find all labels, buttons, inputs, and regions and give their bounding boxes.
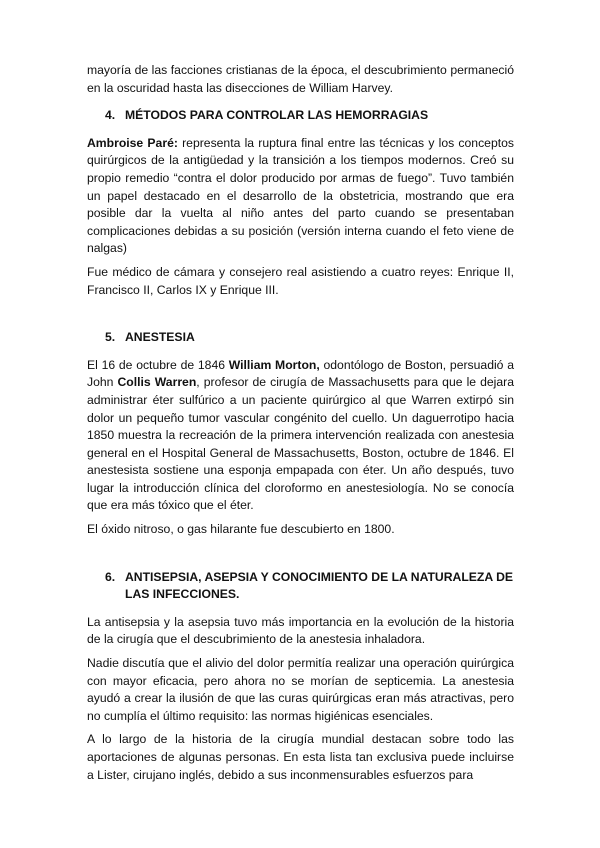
paragraph-continuation: mayoría de las facciones cristianas de la época, el descubrimiento permaneció en la oscuridad hasta las disecciones de William Harvey. (87, 63, 514, 95)
section-5-heading (87, 329, 514, 347)
section-title: ANESTESIA (125, 330, 195, 345)
section-4-heading (87, 107, 514, 125)
morton-name: William Morton, (228, 357, 320, 372)
pare-text: representa la ruptura final entre las técnicas y los conceptos quirúrgicos de la antigüedad y la transición a los tiempos modernos. Creó su propio remedio “contra el dolor producido por armas de fuego”. Tuvo también un papel destacado en el desarrollo de la obstetricia, mostrando que era posible dar la vuelta al niño antes del parto cuando se presentaban complicaciones debidas a su posición (versión interna cuando el feto viene de nalgas) (87, 135, 514, 256)
pare-name: Ambroise Paré: (87, 135, 178, 150)
antisepsis-paragraph: La antisepsia y la asepsia tuvo más importancia en la evolución de la historia de la cirugía que el descubrimiento de la anestesia inhaladora. (87, 614, 514, 647)
pare-paragraph (87, 135, 514, 258)
section-number: 4. (105, 108, 116, 123)
warren-name: Collis Warren (117, 375, 197, 390)
section-number: 6. (105, 569, 116, 584)
section-title: MÉTODOS PARA CONTROLAR LAS HEMORRAGIAS (125, 108, 429, 123)
anesthesia-paragraph: El 16 de octubre de 1846 William Morton, odontólogo de Boston, persuadió a John Collis Warren, profesor de cirugía de Massachusetts para que le dejara administrar éter sulfúrico a un paciente quirúrgico al que Warren extirpó sin dolor un pequeño tumor vascular congénito del cuello. Un daguerrotipo hacia 1850 muestra la recreación de la primera intervención realizada con anestesia general en el Hospital General de Massachusetts, Boston, octubre de 1846. El anestesista sostiene una esponja empapada con éter. Un año después, tuvo lugar la introducción clínica del cloroformo en anestesiología. No se conocía que era más tóxico que el éter. (87, 357, 514, 513)
lister-paragraph: A lo largo de la historia de la cirugía mundial destacan sobre todo las aportaciones de algunas personas. En esta lista tan exclusiva puede incluirse a Lister, cirujano inglés, debido a sus inconmensurables esfuerzos para (87, 732, 514, 782)
page-content (87, 62, 514, 784)
section-title: ANTISEPSIA, ASEPSIA Y CONOCIMIENTO DE LA NATURALEZA DE LAS INFECCIONES. (125, 569, 514, 602)
nitrous-oxide-paragraph: El óxido nitroso, o gas hilarante fue descubierto en 1800. (87, 522, 395, 537)
septicemia-paragraph: Nadie discutía que el alivio del dolor permitía realizar una operación quirúrgica con mayor eficacia, pero ahora no se morían de septicemia. La anestesia ayudó a crear la ilusión de que las curas quirúrgicas eran más atractivas, pero no cumplía el último requisito: las normas higiénicas esenciales. (87, 656, 514, 723)
pare-kings-paragraph: Fue médico de cámara y consejero real asistiendo a cuatro reyes: Enrique II, Francisco II, Carlos IX y Enrique III. (87, 264, 514, 297)
section-number: 5. (105, 330, 116, 345)
section-6-heading (87, 569, 514, 604)
